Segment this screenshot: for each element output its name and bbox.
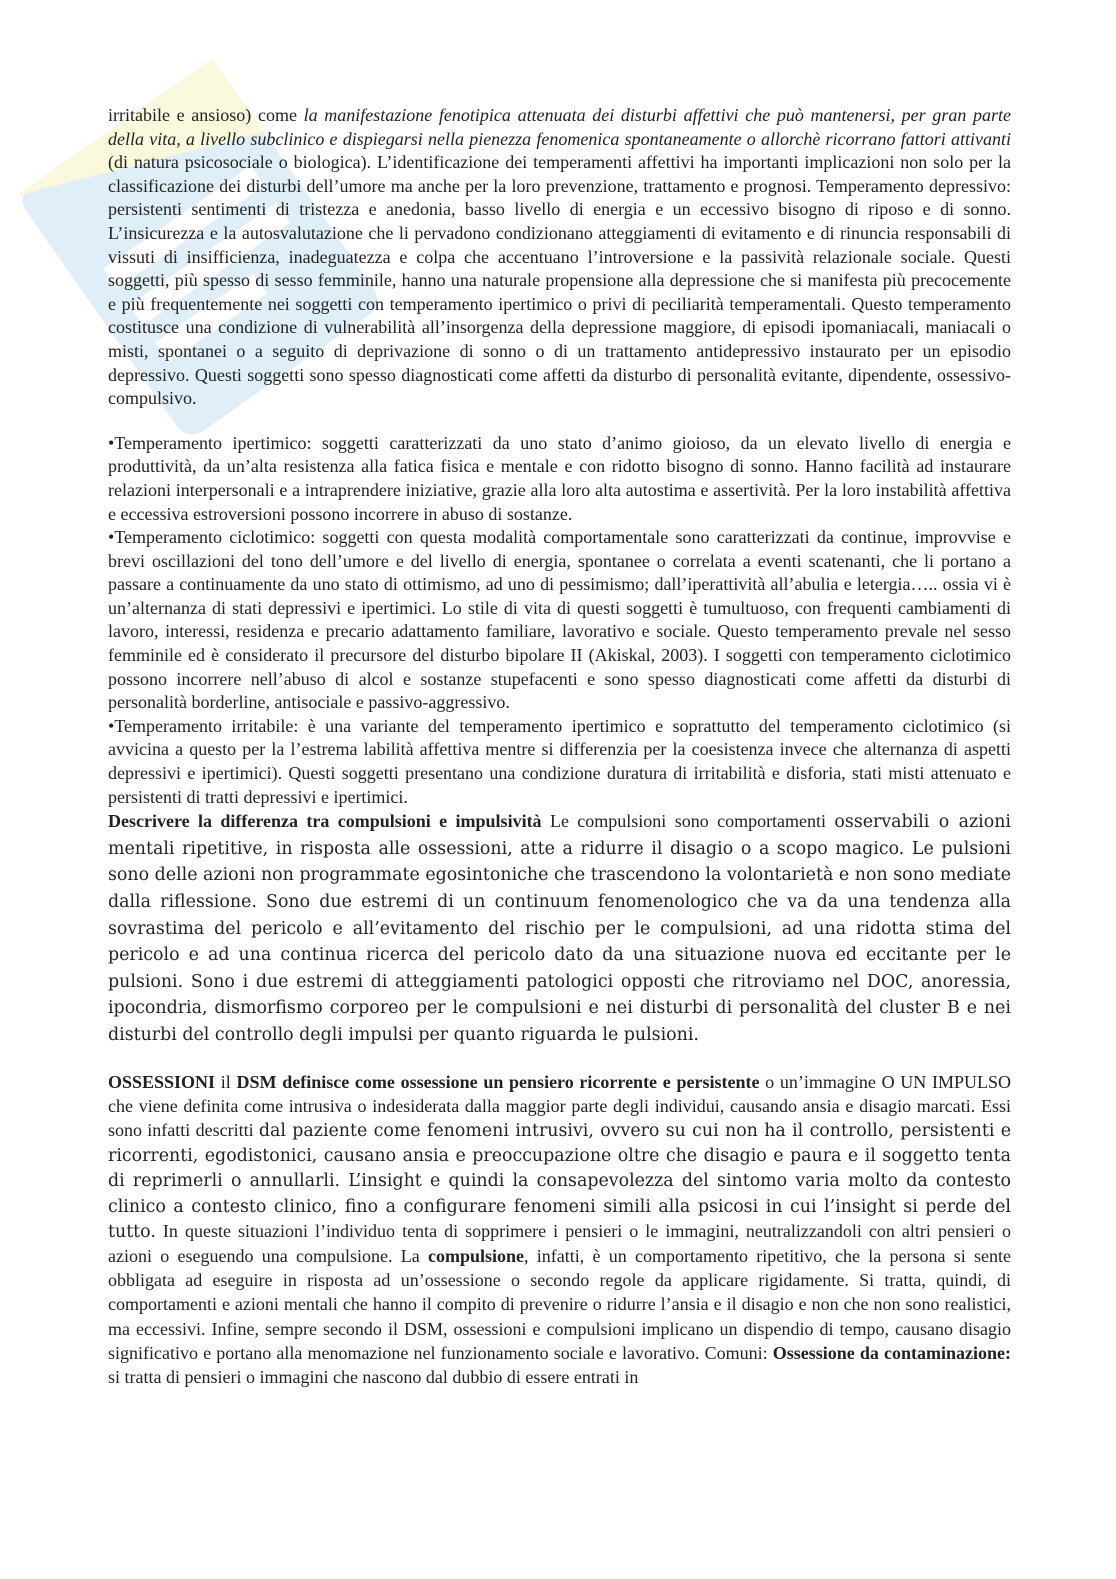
italic-definition: la manifestazione fenotipica attenuata dei disturbi affettivi che può mantenersi, per gran parte della vita, a livello subclinico e dispiegarsi nella pienezza fenomenica spontaneamente o allorchè ricorrano fattori attivanti bbox=[108, 105, 1012, 149]
paragraph-lead: irritabile e ansioso) come bbox=[108, 105, 304, 125]
bullet-text: Temperamento irritabile: è una variante del temperamento ipertimico e soprattutto del temperamento ciclotimico (si avvicina a questo per la l’estrema labilità affettiva mentre si differenzia per la coesistenza invece che alternanza di aspetti depressivi e ipertimici). Questi soggetti presentano una condizione duratura di irritabilità e disforia, stati misti attenuato e persistenti di tratti depressivi e ipertimici. bbox=[108, 715, 1011, 807]
section-heading-compulsions: Descrivere la differenza tra compulsioni e impulsività bbox=[108, 811, 542, 832]
bullet-ciclotimico bbox=[108, 526, 1011, 715]
paragraph-obsessions bbox=[108, 1070, 1011, 1390]
bullet-mark: • bbox=[108, 715, 115, 736]
bullet-ipertimico bbox=[108, 432, 1011, 526]
obsessions-text-3: In queste situazioni l’individuo tenta di sopprimere i pensieri o le immagini, neutralizzandoli con altri pensieri o azioni o eseguendo una compulsione. La bbox=[108, 1220, 1011, 1266]
bullet-mark: • bbox=[108, 432, 115, 453]
obsessions-connector: il bbox=[215, 1071, 237, 1092]
bullet-text: Temperamento ipertimico: soggetti caratterizzati da uno stato d’animo gioioso, da un elevato livello di energia e produttività, da un’alta resistenza alla fatica fisica e mentale e con ridotto bisogno di sonno. Hanno facilità ad instaurare relazioni interpersonali e a intraprendere iniziative, grazie alla loro alta autostima e assertività. Per la loro instabilità affettiva e eccessiva estroversioni possono incorrere in abuso di sostanze. bbox=[108, 432, 1011, 524]
compulsions-text: osservabili o azioni mentali ripetitive, in risposta alle ossessioni, atte a ridurre il disagio o a scopo magico. Le pulsioni sono delle azioni non programmate egosintoniche che trascendono la volontarietà e non sono mediate dalla riflessione. Sono due estremi di un continuum fenomenologico che va da una tendenza alla sovrastima del pericolo e all’evitamento del rischio per le compulsioni, ad una ridotta stima del pericolo e ad una continua ricerca del pericolo dato da una situazione nuova ed eccitante per le pulsioni. Sono i due estremi di atteggiamenti patologici opposti che ritroviamo nel DOC, anoressia, ipocondria, dismorfismo corporeo per le compulsioni e nei disturbi di personalità del cluster B e nei disturbi del controllo degli impulsi per quanto riguarda le pulsioni. bbox=[108, 812, 1011, 1045]
compulsion-term: compulsione bbox=[427, 1245, 524, 1266]
paragraph-compulsions-impulsivity bbox=[108, 809, 1011, 1048]
document-page bbox=[108, 104, 1011, 1389]
obsessions-text-2: dal paziente come fenomeni intrusivi, ovvero su cui non ha il controllo, persistenti e ricorrenti, egodistonici, causano ansia e preoccupazione oltre che disagio e paura e il soggetto tenta di reprimerli o annullarli. L’insight e quindi la consapevolezza del sintomo varia molto da contesto clinico a contesto clinico, fino a configurare fenomeni simili alla psicosi in cui l’insight si perde del tutto. bbox=[108, 1120, 1011, 1242]
paragraph-rest: (di natura psicosociale o biologica). L’identificazione dei temperamenti affettivi ha importanti implicazioni non solo per la classificazione dei disturbi dell’umore ma anche per la loro prevenzione, trattamento e prognosi. Temperamento depressivo: persistenti sentimenti di tristezza e anedonia, basso livello di energia e un eccessivo bisogno di riposo e di sonno. L’insicurezza e la autosvalutazione che li pervadono condizionano atteggiamenti di evitamento e di rinuncia responsabili di vissuti di insifficienza, inadeguatezza e colpa che accentuano l’introversione e la passività relazionale sociale. Questi soggetti, più spesso di sesso femminile, hanno una naturale propensione alla depressione che si manifesta più precocemente e più frequentemente nei soggetti con temperamento ipertimico o privi di peciliarità temperamentali. Questo temperamento costitusce una condizione di vulnerabilità all’insorgenza della depressione maggiore, di episodi ipomaniacali, maniacali o misti, spontanei o a seguito di deprivazione di sonno o di un trattamento antidepressivo instaurato per un episodio depressivo. Questi soggetti sono spesso diagnosticati come affetti da disturbo di personalità evitante, dipendente, ossessivo-compulsivo. bbox=[108, 152, 1011, 409]
bullet-irritabile bbox=[108, 715, 1011, 809]
dsm-definition: DSM definisce come ossessione un pensiero ricorrente e persistente bbox=[236, 1071, 760, 1092]
bullet-text: Temperamento ciclotimico: soggetti con questa modalità comportamentale sono caratterizzati da continue, improvvise e brevi oscillazioni del tono dell’umore e del livello di energia, spontanee o correlata a eventi scatenanti, che li portano a passare a continuamente da uno stato di ottimismo, ad uno di pessimismo; dall’iperattività all’abulia e letergia….. ossia vi è un’alternanza di stati depressivi e ipertimici. Lo stile di vita di questi soggetti è tumultuoso, con frequenti cambiamenti di lavoro, interessi, residenza e precario adattamento familiare, lavorativo e sociale. Questo temperamento prevale nel sesso femminile ed è considerato il precursore del disturbo bipolare II (Akiskal, 2003). I soggetti con temperamento ciclotimico possono incorrere nell’abuso di alcol e sostanze stupefacenti e sono spesso diagnosticati come affetti da disturbi di personalità borderline, antisociale e passivo-aggressivo. bbox=[108, 527, 1011, 713]
obsessions-text-5: si tratta di pensieri o immagini che nascono dal dubbio di essere entrati in bbox=[108, 1367, 639, 1387]
obsessions-text-1: o un’immagine O UN IMPULSO che viene definita come intrusiva o indesiderata dalla maggior parte degli individui, causando ansia e disagio marcati. Essi sono infatti descritti bbox=[108, 1071, 1011, 1140]
bullet-mark: • bbox=[108, 527, 115, 548]
obsessions-text-4: , infatti, è un comportamento ripetitivo, che la persona si sente obbligata ad eseguire in risposta ad un’ossessione o secondo regole da applicare rigidamente. Si tratta, quindi, di comportamenti e azioni mentali che hanno il compito di prevenire o ridurre l’ansia e il disagio e non che non sono realistici, ma eccessivi. Infine, sempre secondo il DSM, ossessioni e compulsioni implicano un dispendio di tempo, causano disagio significativo e portano alla menomazione nel funzionamento sociale e lavorativo. Comuni: bbox=[108, 1245, 1011, 1363]
paragraph-temperament-intro bbox=[108, 104, 1011, 411]
contamination-heading: Ossessione da contaminazione: bbox=[772, 1342, 1011, 1363]
compulsions-lead: Le compulsioni sono comportamenti bbox=[541, 811, 835, 832]
section-heading-obsessions: OSSESSIONI bbox=[108, 1071, 216, 1092]
